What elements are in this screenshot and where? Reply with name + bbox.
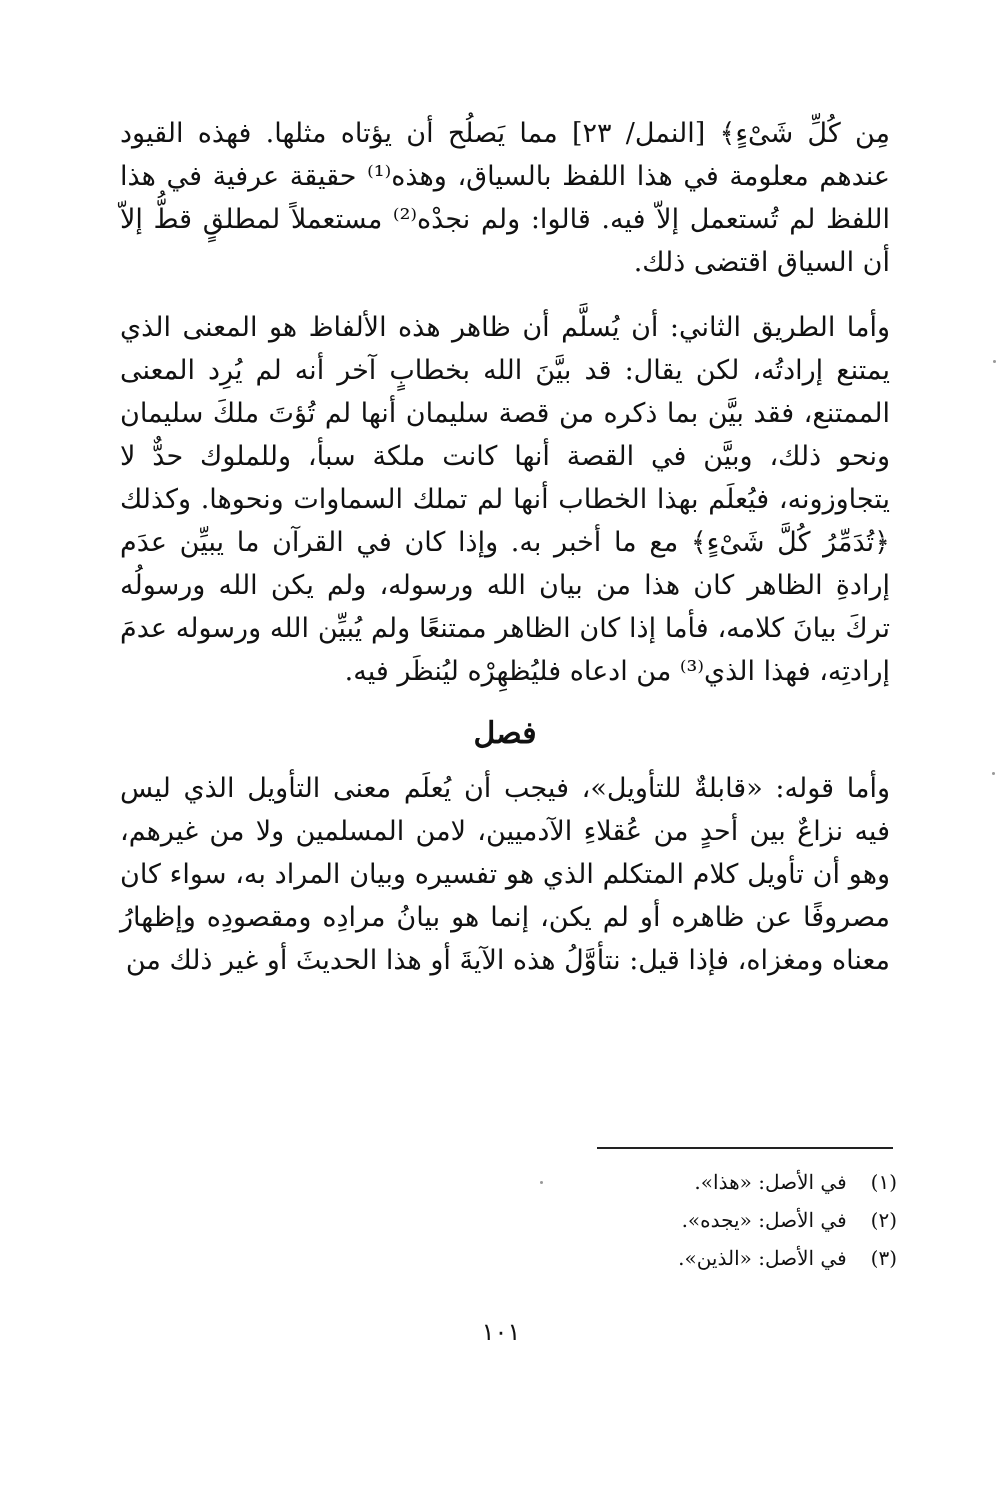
footnote-1 — [397, 1163, 897, 1201]
footnote-text: في الأصل: «الذين». — [678, 1246, 847, 1270]
footnote-3 — [397, 1239, 897, 1277]
footnote-text: في الأصل: «هذا». — [694, 1170, 847, 1194]
paragraph-2: وأما الطريق الثاني: أن يُسلَّم أن ظاهر هذه الألفاظ هو المعنى الذي يمتنع إرادتُه، لكن يقال: قد بيَّنَ الله بخطابٍ آخر أنه لم يُرِد المعنى الممتنع، فقد بيَّن بما ذكره من قصة سليمان أنها لم تُؤتَ ملكَ سليمان ونحو ذلك، وبيَّن في القصة أنها كانت ملكة سبأ، وللملوك حدٌّ لا يتجاوزونه، فيُعلَم بهذا الخطاب أنها لم تملك السماوات ونحوها. وكذلك ﴿تُدَمِّرُ كُلَّ شَىْءٍ﴾ مع ما أخبر به. وإذا كان في القرآن ما يبيِّن عدَم إرادةِ الظاهر كان هذا من بيان الله ورسوله، ولم يكن الله ورسولُه تركَ بيانَ كلامه، فأما إذا كان الظاهر ممتنعًا ولم يُبيِّن الله ورسوله عدمَ إرادتِه، فهذا الذي⁽³⁾ من ادعاه فليُظهِرْه ليُنظَر فيه. — [120, 312, 891, 687]
scan-speck — [540, 1181, 543, 1184]
footnote-number: (٣) — [870, 1246, 897, 1270]
footnote-number: (٢) — [870, 1208, 897, 1232]
section-heading: فصل — [473, 716, 537, 751]
page-body — [120, 112, 890, 982]
footnote-2 — [397, 1201, 897, 1239]
paragraph-1: مِن كُلِّ شَىْءٍ﴾ [النمل/ ٢٣] مما يَصلُح أن يؤتاه مثلها. فهذه القيود عندهم معلومة في هذا اللفظ بالسياق، وهذه⁽¹⁾ حقيقة عرفية في هذا اللفظ لم تُستعمل إلاّ فيه. قالوا: ولم نجدْه⁽²⁾ مستعملاً لمطلقٍ قطُّ إلاّ أن السياق اقتضى ذلك. — [120, 118, 891, 278]
footnote-divider — [597, 1147, 893, 1149]
paragraph-3: وأما قوله: «قابلةٌ للتأويل»، فيجب أن يُعلَم معنى التأويل الذي ليس فيه نزاعٌ بين أحدٍ من عُقلاءِ الآدميين، لامن المسلمين ولا من غيرهم، وهو أن تأويل كلام المتكلم الذي هو تفسيره وبيان المراد به، سواء كان مصروفًا عن ظاهره أو لم يكن، إنما هو بيانُ مرادِه ومقصودِه وإظهارُ معناه ومغزاه، فإذا قيل: نتأوَّلُ هذه الآيةَ أو هذا الحديثَ أو غير ذلك من — [120, 773, 890, 976]
page-number: ١٠١ — [481, 1318, 521, 1346]
footnotes — [397, 1163, 897, 1277]
scan-speck — [992, 772, 995, 775]
footnote-number: (١) — [870, 1170, 897, 1194]
footnote-text: في الأصل: «يجده». — [681, 1208, 847, 1232]
scan-speck — [993, 360, 996, 363]
